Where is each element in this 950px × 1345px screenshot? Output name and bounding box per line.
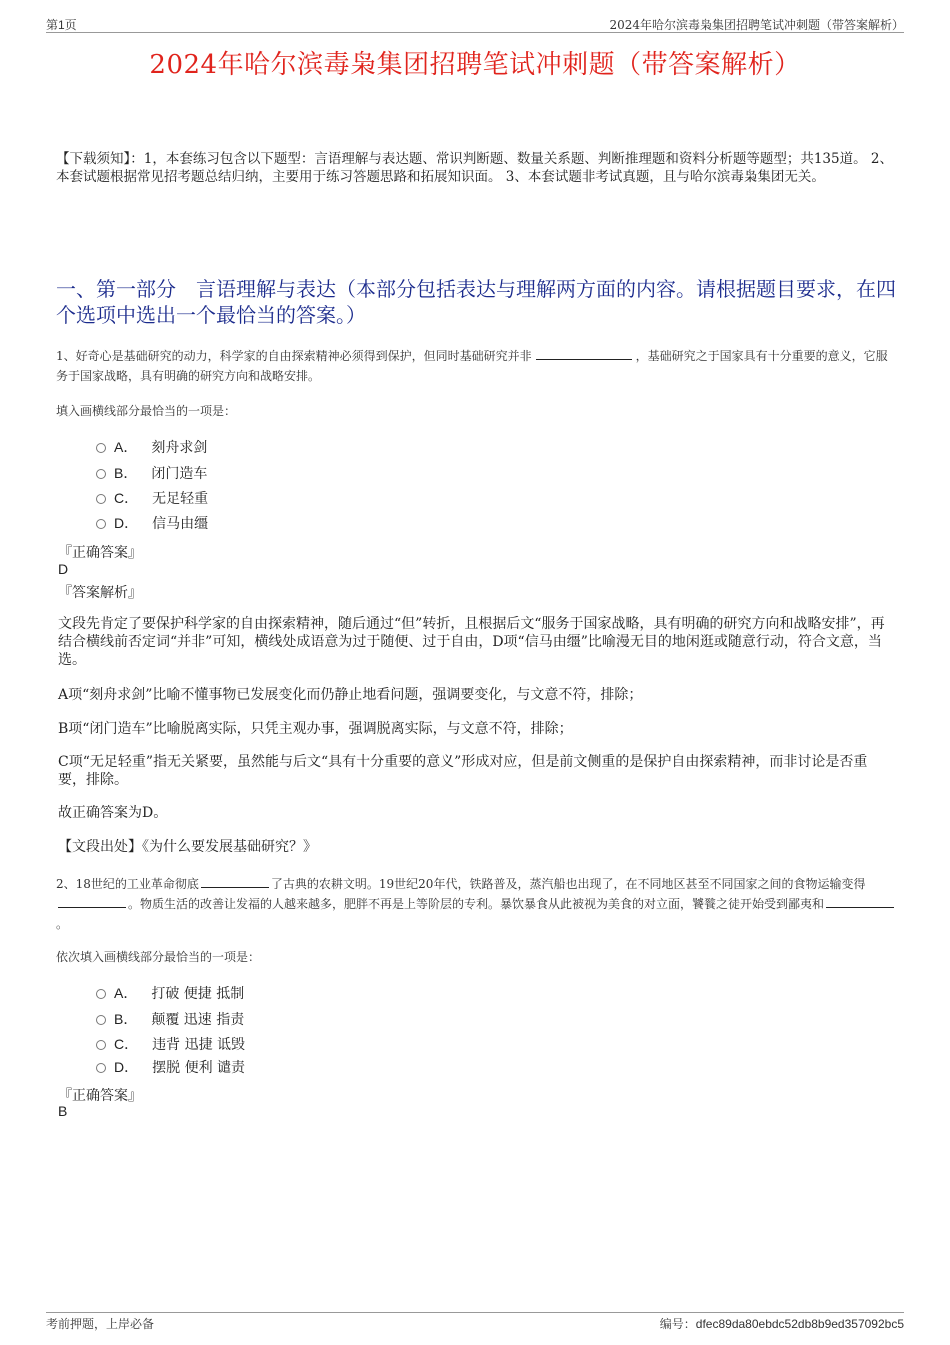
- q1-answer: D: [58, 561, 69, 577]
- q2-answer-label: 『正确答案』: [58, 1088, 142, 1104]
- q2-option-b[interactable]: B． 颠覆 迅速 指责: [96, 1009, 244, 1029]
- q2-option-c[interactable]: C． 违背 迅捷 诋毁: [96, 1034, 245, 1054]
- fill-blank: [201, 875, 269, 888]
- page-number: 第1页: [46, 18, 77, 32]
- footer-code: 编号：dfec89da80ebdc52db8b9ed357092bc5: [659, 1317, 904, 1331]
- question-2-text: 2、18世纪的工业革命彻底 了古典的农耕文明。19世纪20年代，铁路普及，蒸汽船也出现了，在不同地区甚至不同国家之间的食物运输变得。物质生活的改善让发福的人越来越多，肥胖不再是上等阶层的专利。暴饮暴食从此被视为美食的对立面，饕餮之徒开始受到鄙夷和。: [56, 874, 896, 934]
- q1-option-d[interactable]: D． 信马由缰: [96, 513, 208, 533]
- q1-answer-label: 『正确答案』: [58, 545, 142, 561]
- radio-icon[interactable]: [96, 989, 106, 999]
- q1-analysis-conclusion: 故正确答案为D。: [58, 805, 168, 821]
- fill-blank: [826, 895, 894, 908]
- radio-icon[interactable]: [96, 469, 106, 479]
- q1-analysis-option-a: A项“刻舟求剑”比喻不懂事物已发展变化而仍静止地看问题，强调要变化，与文意不符，排除；: [58, 687, 643, 703]
- question-1-prompt: 填入画横线部分最恰当的一项是：: [56, 404, 237, 418]
- q1-source: 【文段出处】《为什么要发展基础研究？》: [58, 839, 317, 855]
- download-notice: 【下载须知】：1，本套练习包含以下题型：言语理解与表达题、常识判断题、数量关系题、判断推理题和资料分析题等题型；共135道。 2、本套试题根据常见招考题总结归纳，主要用于练习答题思路和拓展知识面。 3、本套试题非考试真题，且与哈尔滨毒枭集团无关。: [56, 151, 893, 185]
- question-2-prompt: 依次填入画横线部分最恰当的一项是：: [56, 950, 261, 964]
- question-1-text: 1、好奇心是基础研究的动力，科学家的自由探索精神必须得到保护，但同时基础研究并非 ，基础研究之于国家具有十分重要的意义，它服务于国家战略，具有明确的研究方向和战略安排。: [56, 349, 888, 383]
- radio-icon[interactable]: [96, 494, 106, 504]
- header-doc-title: 2024年哈尔滨毒枭集团招聘笔试冲刺题（带答案解析）: [609, 18, 904, 32]
- q1-analysis-option-c: C项“无足轻重”指无关紧要，虽然能与后文“具有十分重要的意义”形成对应，但是前文侧重的是保护自由探索精神，而非讨论是否重要，排除。: [58, 754, 868, 788]
- q1-option-b[interactable]: B． 闭门造车: [96, 463, 207, 483]
- q1-analysis-label: 『答案解析』: [58, 585, 142, 601]
- radio-icon[interactable]: [96, 1040, 106, 1050]
- page-footer: [46, 1312, 904, 1335]
- q2-option-d[interactable]: D． 摆脱 便利 谴责: [96, 1057, 245, 1077]
- footer-slogan: 考前押题，上岸必备: [46, 1317, 155, 1331]
- radio-icon[interactable]: [96, 1015, 106, 1025]
- page-header: [46, 14, 904, 33]
- radio-icon[interactable]: [96, 443, 106, 453]
- q1-analysis-option-b: B项“闭门造车”比喻脱离实际，只凭主观办事，强调脱离实际，与文意不符，排除；: [58, 721, 573, 737]
- section-heading: 一、第一部分 言语理解与表达（本部分包括表达与理解两方面的内容。请根据题目要求，在四个选项中选出一个最恰当的答案。）: [56, 277, 896, 327]
- q2-answer: B: [58, 1103, 68, 1119]
- q1-option-a[interactable]: A． 刻舟求剑: [96, 437, 207, 457]
- radio-icon[interactable]: [96, 519, 106, 529]
- q1-analysis-paragraph: 文段先肯定了要保护科学家的自由探索精神，随后通过“但”转折，且根据后文“服务于国家战略，具有明确的研究方向和战略安排”，再结合横线前否定词“并非”可知，横线处成语意为过于随便、过于自由，D项“信马由缰”比喻漫无目的地闲逛或随意行动，符合文意，当选。: [58, 616, 885, 668]
- q2-option-a[interactable]: A． 打破 便捷 抵制: [96, 983, 244, 1003]
- fill-blank: [536, 347, 632, 360]
- document-title: 2024年哈尔滨毒枭集团招聘笔试冲刺题（带答案解析）: [149, 50, 801, 80]
- radio-icon[interactable]: [96, 1063, 106, 1073]
- q1-option-c[interactable]: C． 无足轻重: [96, 488, 208, 508]
- fill-blank: [58, 895, 126, 908]
